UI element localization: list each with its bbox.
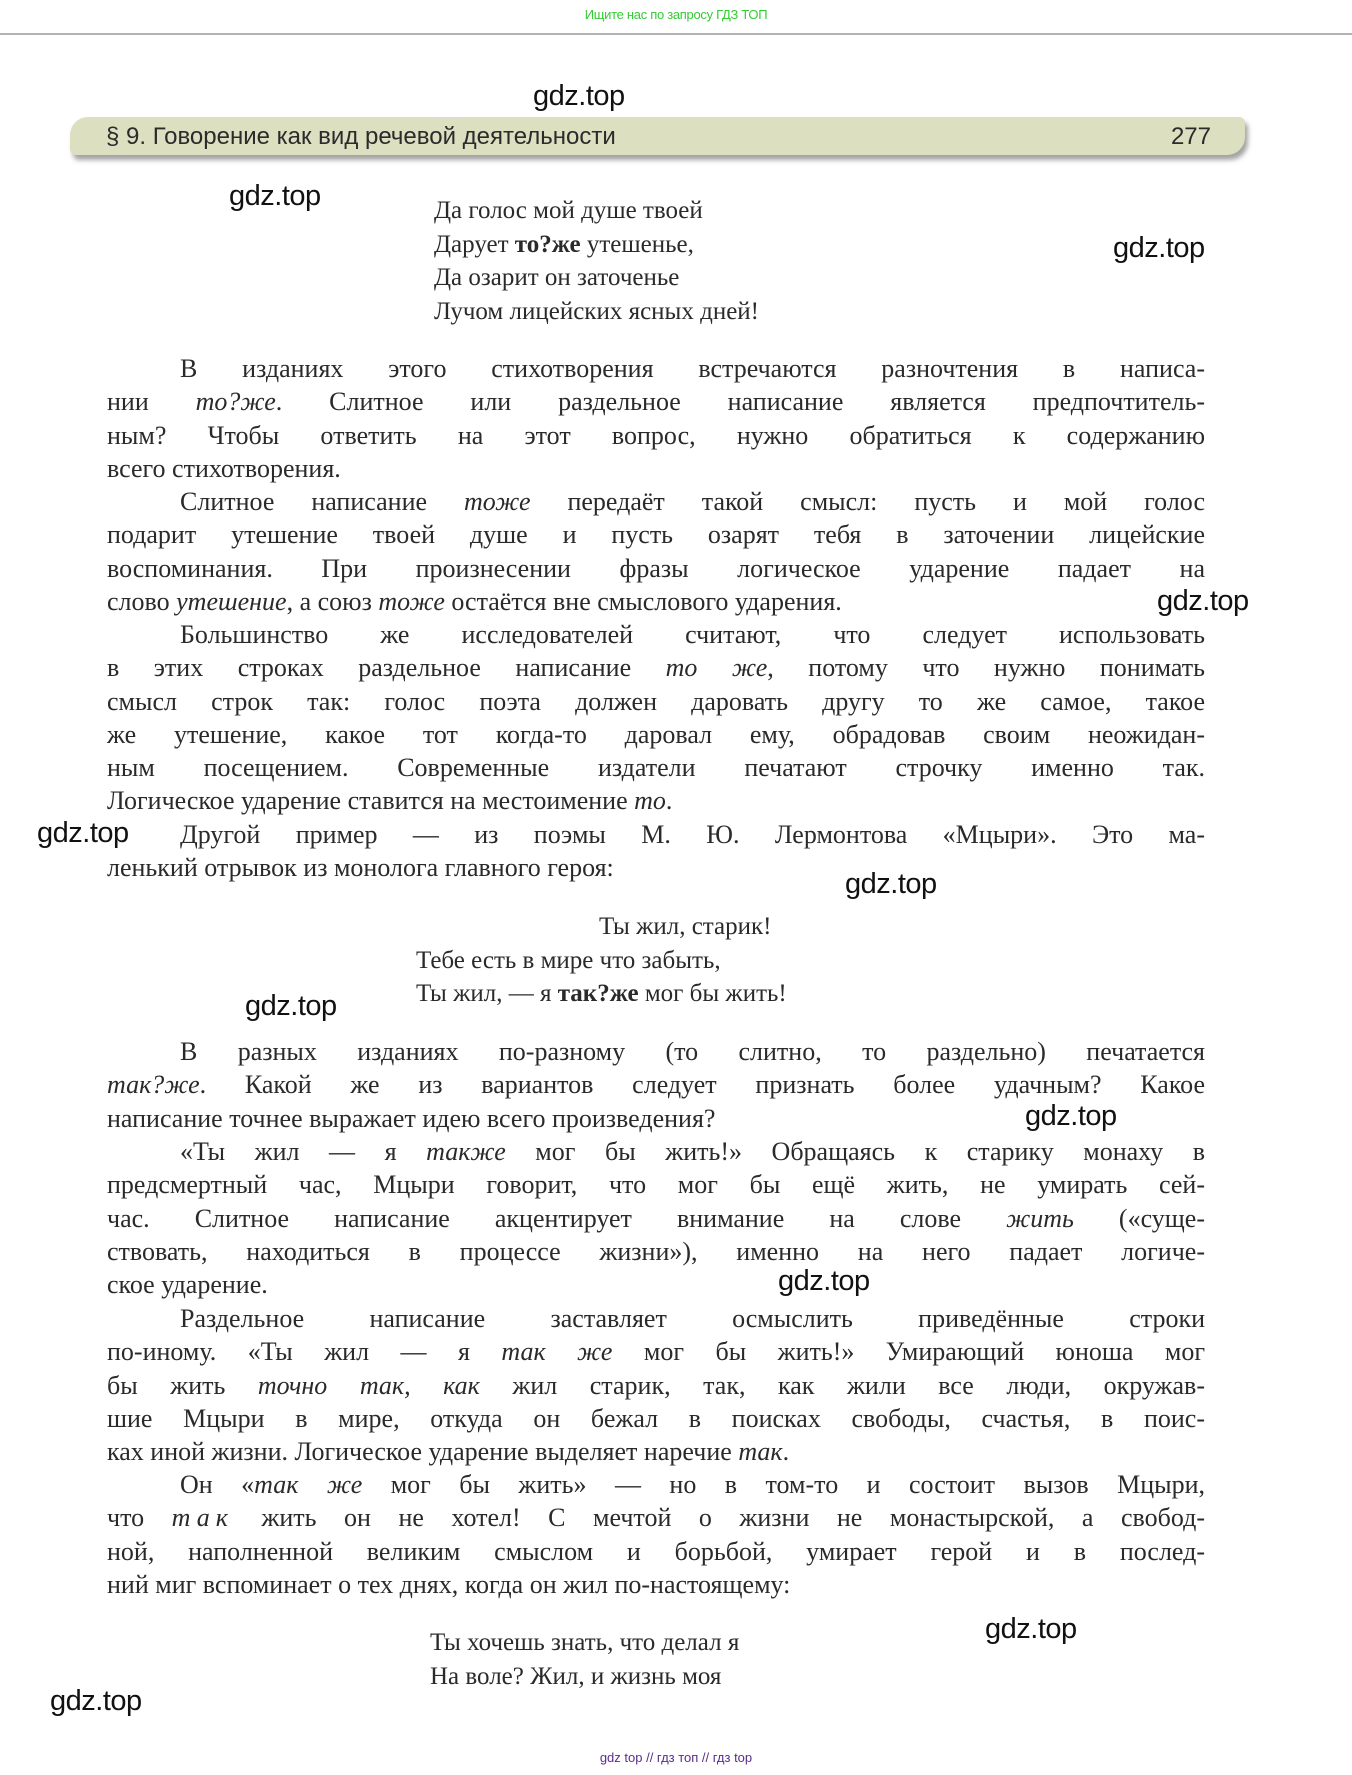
italic-term: также xyxy=(426,1137,506,1166)
paragraph xyxy=(107,1135,1205,1301)
text-run: бы жить xyxy=(107,1370,258,1400)
poem-line: Ты жил, старик! xyxy=(599,913,772,940)
text-run: нии xyxy=(107,387,196,417)
footer-text: gdz top // гдз топ // гдз top xyxy=(599,1750,753,1765)
italic-term: так xyxy=(171,1503,234,1533)
text-line: Большинство же исследователей считают, что следует использовать xyxy=(180,620,1205,649)
paragraph xyxy=(107,1468,1205,1601)
text-run: Дарует xyxy=(434,230,515,258)
text-line xyxy=(107,1501,1205,1534)
text-run: час. Слитное написание акцентирует внимание на слове xyxy=(107,1203,1007,1233)
text-line: ленький отрывок из монолога главного героя: xyxy=(107,853,614,883)
italic-term: тоже xyxy=(378,586,445,616)
poem-line xyxy=(434,228,759,262)
italic-term: так xyxy=(738,1437,783,1467)
text-line xyxy=(107,485,1205,518)
text-run: в этих строках раздельное написание xyxy=(107,653,666,683)
italic-term: то xyxy=(634,786,666,816)
text-run: утешенье, xyxy=(580,230,694,258)
watermark: gdz.top xyxy=(1113,232,1205,264)
text-run: («суще- xyxy=(1073,1203,1205,1233)
text-line: ний миг вспоминает о тех днях, когда он жил по-настоящему: xyxy=(107,1569,791,1599)
watermark: gdz.top xyxy=(985,1613,1077,1645)
text-line: ным? Чтобы ответить на этот вопрос, нужно обратиться к содержанию xyxy=(107,420,1205,450)
text-line: смысл строк так: голос поэта должен даровать другу то же самое, такое xyxy=(107,686,1205,716)
text-line: ствовать, находиться в процессе жизни»), именно на него падает логиче- xyxy=(107,1236,1205,1266)
text-run: , потому что нужно понимать xyxy=(767,653,1205,683)
text-run: Он « xyxy=(180,1470,255,1499)
text-run: передаёт такой смысл: пусть и мой голос xyxy=(530,487,1205,516)
text-run: остаётся вне смыслового ударения. xyxy=(444,586,842,616)
poem-line: Тебе есть в мире что забыть, xyxy=(416,946,721,974)
watermark: gdz.top xyxy=(1025,1100,1117,1132)
text-line: Раздельное написание заставляет осмыслить приведённые строки xyxy=(180,1304,1205,1333)
text-line xyxy=(107,784,1205,817)
poem-line xyxy=(416,977,787,1011)
italic-term: так же xyxy=(254,1470,363,1499)
top-banner xyxy=(0,0,1352,35)
highlighted-word: так?же xyxy=(557,980,639,1007)
poem-excerpt-mtsyri xyxy=(416,910,787,1011)
text-line xyxy=(107,651,1205,684)
text-line: воспоминания. При произнесении фразы логическое ударение падает на xyxy=(107,553,1205,583)
watermark: gdz.top xyxy=(229,180,321,212)
paragraph xyxy=(107,818,1205,885)
paragraph xyxy=(107,352,1205,485)
text-run: , а союз xyxy=(286,586,379,616)
text-run: Логическое ударение ставится на местоимение xyxy=(107,786,635,816)
poem-line: Ты хочешь знать, что делал я xyxy=(430,1629,740,1656)
text-line: В изданиях этого стихотворения встречаются разночтения в написа- xyxy=(180,354,1205,383)
italic-term: жить xyxy=(1006,1203,1074,1233)
top-banner-text: Ищите нас по запросу ГДЗ ТОП xyxy=(584,7,768,22)
text-line: В разных изданиях по-разному (то слитно, то раздельно) печатается xyxy=(180,1037,1205,1066)
text-run: ках иной жизни. Логическое ударение выделяет наречие xyxy=(107,1437,739,1467)
text-run: . xyxy=(782,1437,790,1467)
italic-term: так?же xyxy=(107,1070,200,1100)
text-run: . xyxy=(665,786,673,816)
italic-term: то же xyxy=(665,653,768,683)
poem-line: Да голос мой душе твоей xyxy=(434,197,703,224)
text-line xyxy=(107,585,1205,618)
paragraph xyxy=(107,618,1205,818)
text-run: . Слитное или раздельное написание является предпочтитель- xyxy=(275,387,1205,417)
text-line xyxy=(107,1435,1205,1468)
watermark: gdz.top xyxy=(37,817,129,849)
highlighted-word: то?же xyxy=(514,230,581,258)
poem-excerpt-mtsyri-2 xyxy=(430,1626,739,1693)
watermark: gdz.top xyxy=(1157,585,1249,617)
text-line: ское ударение. xyxy=(107,1270,268,1300)
text-run: жить он не хотел! С мечтой о жизни не монастырской, а свобод- xyxy=(233,1503,1205,1533)
poem-line: Да озарит он заточенье xyxy=(434,264,680,291)
text-run: мог бы жить!» Умирающий юноша мог xyxy=(612,1337,1206,1367)
paragraph xyxy=(107,485,1205,618)
text-line xyxy=(107,1068,1205,1101)
text-run: что xyxy=(107,1503,172,1533)
poem-line: Лучом лицейских ясных дней! xyxy=(434,297,759,325)
section-header-bar xyxy=(70,117,1245,155)
text-line: написание точнее выражает идею всего произведения? xyxy=(107,1103,716,1133)
text-run: по-иному. «Ты жил — я xyxy=(107,1337,502,1367)
section-title: § 9. Говорение как вид речевой деятельности xyxy=(106,123,616,150)
italic-term: так же xyxy=(501,1337,613,1367)
text-line: ным посещением. Современные издатели печатают строчку именно так. xyxy=(107,753,1205,783)
watermark: gdz.top xyxy=(245,990,337,1022)
poem-excerpt-pushkin xyxy=(434,194,759,328)
text-run: Слитное написание xyxy=(180,487,464,516)
watermark: gdz.top xyxy=(778,1265,870,1297)
text-line xyxy=(107,1202,1205,1235)
italic-term: точно так, как xyxy=(257,1370,480,1400)
poem-line: На воле? Жил, и жизнь моя xyxy=(430,1662,722,1690)
text-run: слово xyxy=(107,586,177,616)
text-line xyxy=(107,1468,1205,1501)
text-line: предсмертный час, Мцыри говорит, что мог бы ещё жить, не умирать сей- xyxy=(107,1170,1205,1200)
text-run: жил старик, так, как жили все люди, окружав- xyxy=(479,1370,1205,1400)
text-run: «Ты жил — я xyxy=(180,1137,427,1166)
text-line xyxy=(107,385,1205,418)
watermark: gdz.top xyxy=(845,868,937,900)
text-line: ной, наполненной великим смыслом и борьбой, умирает герой и в послед- xyxy=(107,1536,1205,1566)
text-line xyxy=(107,1135,1205,1168)
text-run: мог бы жить» — но в том-то и состоит вызов Мцыри, xyxy=(362,1470,1205,1499)
italic-term: тоже xyxy=(464,487,531,516)
text-line: же утешение, какое тот когда-то даровал ему, обрадовав своим неожидан- xyxy=(107,719,1205,749)
italic-term: утешение xyxy=(176,586,287,616)
text-run: . Какой же из вариантов следует признать более удачным? Какое xyxy=(199,1070,1205,1100)
watermark: gdz.top xyxy=(50,1685,142,1717)
text-line: подарит утешение твоей душе и пусть озарят тебя в заточении лицейские xyxy=(107,520,1205,550)
text-line: Другой пример — из поэмы М. Ю. Лермонтова «Мцыри». Это ма- xyxy=(180,820,1205,849)
text-line: шие Мцыри в мире, откуда он бежал в поисках свободы, счастья, в поис- xyxy=(107,1403,1205,1433)
text-line: всего стихотворения. xyxy=(107,453,341,483)
text-run: мог бы жить!» Обращаясь к старику монаху в xyxy=(505,1137,1206,1166)
paragraph xyxy=(107,1302,1205,1468)
italic-term: то?же xyxy=(195,387,276,417)
text-line xyxy=(107,1369,1205,1402)
text-line xyxy=(107,1335,1205,1368)
footer xyxy=(0,1750,1352,1765)
text-run: мог бы жить! xyxy=(638,980,787,1007)
page-number: 277 xyxy=(1170,123,1211,150)
text-run: Ты жил, — я xyxy=(416,980,558,1007)
watermark: gdz.top xyxy=(533,80,625,112)
